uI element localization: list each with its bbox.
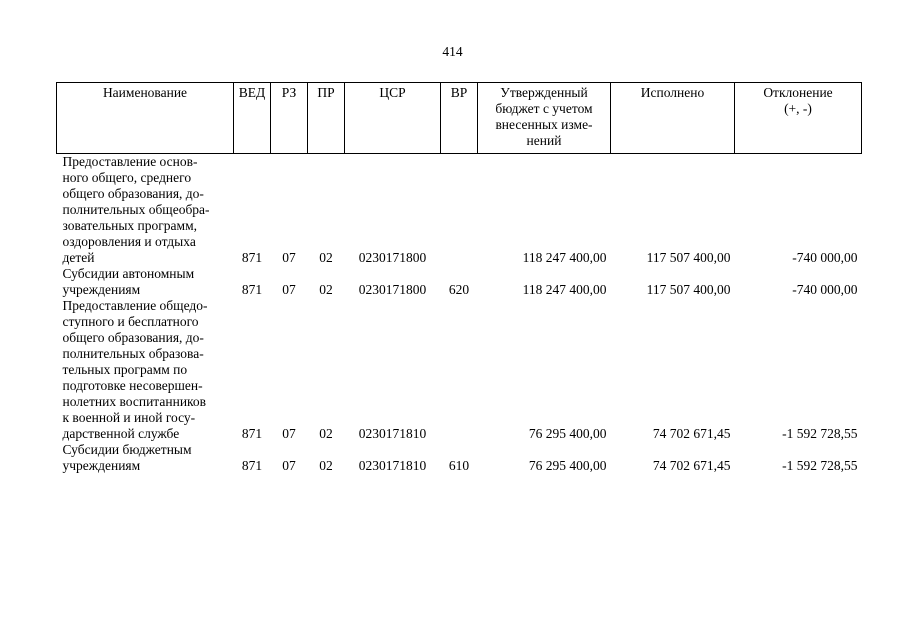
budget-table-container [56,82,861,474]
row-ved: 871 [241,426,263,441]
row-approved: 76 295 400,00 [528,458,607,473]
row-deviation: -740 000,00 [792,282,858,297]
row-deviation: -1 592 728,55 [782,458,858,473]
row-executed: 117 507 400,00 [646,282,731,297]
row-csr: 0230171810 [358,458,427,473]
row-vr: 610 [448,458,470,473]
table-row [57,298,862,442]
row-name: Субсидии бюджетным учреждениям [62,442,192,473]
row-pr: 02 [319,250,333,265]
budget-table [56,82,862,474]
header-csr: ЦСР [345,83,441,154]
row-ved: 871 [241,282,263,297]
row-ved: 871 [241,250,263,265]
row-approved: 118 247 400,00 [522,250,607,265]
row-deviation: -740 000,00 [792,250,858,265]
row-vr: 620 [448,282,470,297]
row-pr: 02 [319,282,333,297]
row-vr [441,298,478,442]
row-deviation: -1 592 728,55 [782,426,858,441]
page-number: 414 [442,44,463,59]
header-executed: Исполнено [611,83,735,154]
table-body [57,154,862,475]
row-csr: 0230171800 [358,282,427,297]
table-row [57,442,862,474]
row-rz: 07 [282,282,296,297]
row-name: Субсидии автономным учреждениям [62,266,195,297]
row-ved: 871 [241,458,263,473]
row-csr: 0230171800 [358,250,427,265]
header-deviation: Отклонение (+, -) [735,83,862,154]
row-vr [441,154,478,267]
row-approved: 118 247 400,00 [522,282,607,297]
row-name: Предоставление основ- ного общего, среднего общего образования, до- полнительных общеобра- зовательных программ, оздоровления и отдыха детей [62,154,210,265]
row-rz: 07 [282,426,296,441]
row-approved: 76 295 400,00 [528,426,607,441]
header-vr: ВР [441,83,478,154]
row-pr: 02 [319,458,333,473]
row-pr: 02 [319,426,333,441]
row-executed: 117 507 400,00 [646,250,731,265]
row-executed: 74 702 671,45 [652,426,731,441]
header-approved-budget: Утвержденный бюджет с учетом внесенных изме- нений [478,83,611,154]
row-name: Предоставление общедо- ступного и бесплатного общего образования, до- полнительных образова- тельных программ по подготовке несовершен- нолетних воспитанников к военной и иной госу- дарственной службе [62,298,208,441]
row-rz: 07 [282,250,296,265]
header-pr: ПР [308,83,345,154]
header-name: Наименование [57,83,234,154]
table-header [57,83,862,154]
table-row [57,266,862,298]
row-rz: 07 [282,458,296,473]
header-rz: РЗ [271,83,308,154]
table-row [57,154,862,267]
row-executed: 74 702 671,45 [652,458,731,473]
header-ved: ВЕД [234,83,271,154]
row-csr: 0230171810 [358,426,427,441]
header-row [57,83,862,154]
